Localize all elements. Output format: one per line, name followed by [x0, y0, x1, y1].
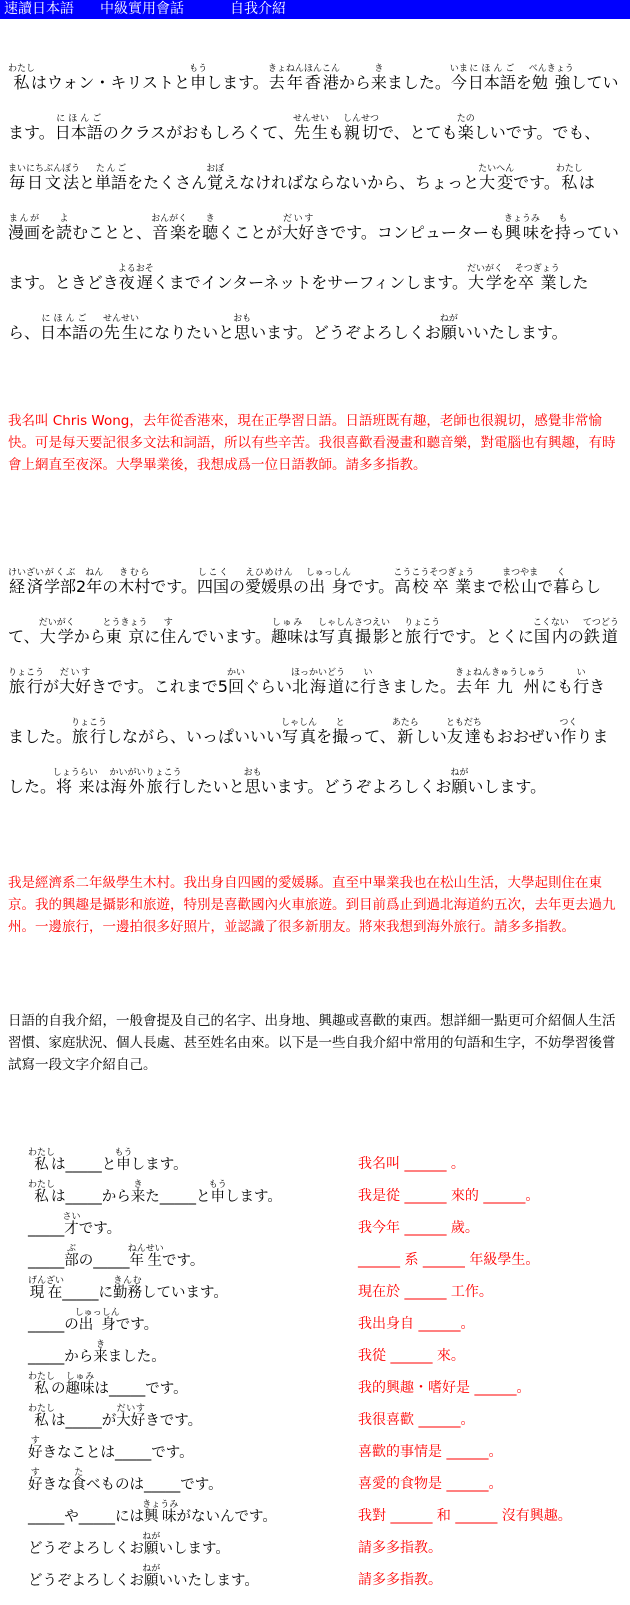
phrase-japanese: _____才さいです。 [28, 1212, 122, 1237]
list-item [0, 1564, 630, 1596]
header-bar [0, 0, 630, 19]
phrase-japanese: 私わたしは_____と申もうします。 [28, 1148, 188, 1173]
list-item [0, 1340, 630, 1372]
phrase-chinese: 喜歡的事情是 ______。 [358, 1444, 503, 1460]
phrase-japanese: _____から来きました。 [28, 1340, 166, 1365]
phrase-chinese: 我今年 ______ 歲。 [358, 1220, 479, 1236]
phrase-chinese: 現在於 ______ 工作。 [358, 1284, 493, 1300]
list-item [0, 1276, 630, 1308]
list-item [0, 1532, 630, 1564]
para2-translation: 我是經濟系二年級學生木村。我出身自四國的愛媛縣。直至中畢業我也在松山生活，大學起則住在東京。我的興趣是攝影和旅遊，特別是喜歡國內火車旅遊。到目前爲止到過北海道約五次，去年更去過九州。一邊旅行，一邊拍很多好照片，並認識了很多新朋友。將來我想到海外旅行。請多多指教。 [8, 875, 616, 935]
phrase-chinese: 請多多指教。 [358, 1540, 442, 1556]
lesson-title: 自我介紹 [230, 1, 286, 17]
phrase-chinese: 我從 ______ 來。 [358, 1348, 465, 1364]
phrase-japanese: 現在げんざい_____に勤務きんむしています。 [28, 1276, 228, 1301]
list-item [0, 1148, 630, 1180]
phrase-chinese: 我的興趣・嗜好是 ______。 [358, 1380, 531, 1396]
phrase-japanese: 私わたしは_____から来きた_____と申もうします。 [28, 1180, 282, 1205]
phrase-chinese: 喜愛的食物是 ______。 [358, 1476, 503, 1492]
site-title: 速讀日本語 [4, 1, 74, 17]
phrase-japanese: 好すきなことは_____です。 [28, 1436, 194, 1461]
phrase-japanese: どうぞよろしくお願ねがいします。 [28, 1532, 230, 1557]
list-item [0, 1372, 630, 1404]
list-item [0, 1244, 630, 1276]
phrase-chinese: 我名叫 ______ 。 [358, 1156, 465, 1172]
list-item [0, 1180, 630, 1212]
list-item [0, 1212, 630, 1244]
phrase-japanese: _____部ぶの_____年生ねんせいです。 [28, 1244, 205, 1269]
phrase-japanese: _____の出身しゅっしんです。 [28, 1308, 159, 1333]
phrase-chinese: 我對 ______ 和 ______ 沒有興趣。 [358, 1508, 572, 1524]
phrase-japanese: 好すきな食たべものは_____です。 [28, 1468, 223, 1493]
list-item [0, 1500, 630, 1532]
phrase-chinese: 我出身自 ______。 [358, 1316, 475, 1332]
phrase-japanese: 私わたしの趣味しゅみは_____です。 [28, 1372, 188, 1397]
para2-japanese: 経済けいざい学部がくぶ2年ねんの木村きむらです。四国しこくの愛媛県えひめけんの出身しゅっしんです。高校こうこう卒業そつぎょうまで松山まつやまで暮くらして、大学だいがくから東京とうきょうに住すんでいます。趣味しゅみは写真しゃしん撮影さつえいと旅行りょこうです。とくに国内こくないの鉄道てつどう旅行りょこうが大好だいすきです。これまで5回かいぐらい北海道ほっかいどうに行いきました。去年きょねん九州きゅうしゅうにも行いきました。旅行りょこうしながら、いっぱいいい写真しゃしんを撮とって、新あたらしい友達ともだちもおおぜい作つくりました。将来しょうらいは海外かいがい旅行りょこうしたいと思おもいます。どうぞよろしくお願ねがいします。 [8, 568, 619, 796]
list-item [0, 1468, 630, 1500]
para1-translation: 我名叫 Chris Wong，去年從香港來，現在正學習日語。日語班既有趣，老師也很親切，感覺非常愉快。可是每天要記很多文法和詞語，所以有些辛苦。我很喜歡看漫畫和聽音樂，對電腦也有興趣，有時會上網直至夜深。大學畢業後，我想成爲一位日語教師。請多多指教。 [8, 413, 616, 473]
phrase-chinese: 我很喜歡 ______。 [358, 1412, 475, 1428]
course-title: 中級實用會話 [100, 1, 184, 17]
phrase-chinese: 請多多指教。 [358, 1572, 442, 1588]
phrase-japanese: 私わたしは_____が大好だいすきです。 [28, 1404, 203, 1429]
phrase-chinese: 我是從 ______ 來的 ______。 [358, 1188, 540, 1204]
list-item [0, 1308, 630, 1340]
phrase-japanese: _____や_____には興味きょうみがないんです。 [28, 1500, 277, 1525]
intro-text: 日語的自我介紹，一般會提及自己的名字、出身地、興趣或喜歡的東西。想詳細一點更可介紹個人生活習慣、家庭狀況、個人長處、甚至姓名由來。以下是一些自我介紹中常用的句語和生字，不妨學習後嘗試寫一段文字介紹自己。 [8, 1013, 616, 1073]
phrase-japanese: どうぞよろしくお願ねがいいたします。 [28, 1564, 259, 1589]
list-item [0, 1436, 630, 1468]
list-item [0, 1404, 630, 1436]
para1-japanese: 私わたしはウォン・キリストと申もうします。去年きょねん香港ほんこんから来きました。今いま日本語にほんごを勉強べんきょうしています。日本語にほんごのクラスがおもしろくて、先生せんせいも親切しんせつで、とても楽たのしいです。でも、毎日まいにち文法ぶんぽうと単語たんごをたくさん覚おぼえなければならないから、ちょっと大変たいへんです。私わたしは漫画まんがを読よむことと、音楽おんがくを聴きくことが大好だいすきです。コンピューターも興味きょうみを持もっています。ときどき夜遅よるおそくまでインターネットをサーフィンします。大学だいがくを卒業そつぎょうしたら、日本語にほんごの先生せんせいになりたいと思おもいます。どうぞよろしくお願ねがいいたします。 [8, 64, 619, 342]
phrase-chinese: ______ 系 ______ 年級學生。 [358, 1252, 540, 1268]
